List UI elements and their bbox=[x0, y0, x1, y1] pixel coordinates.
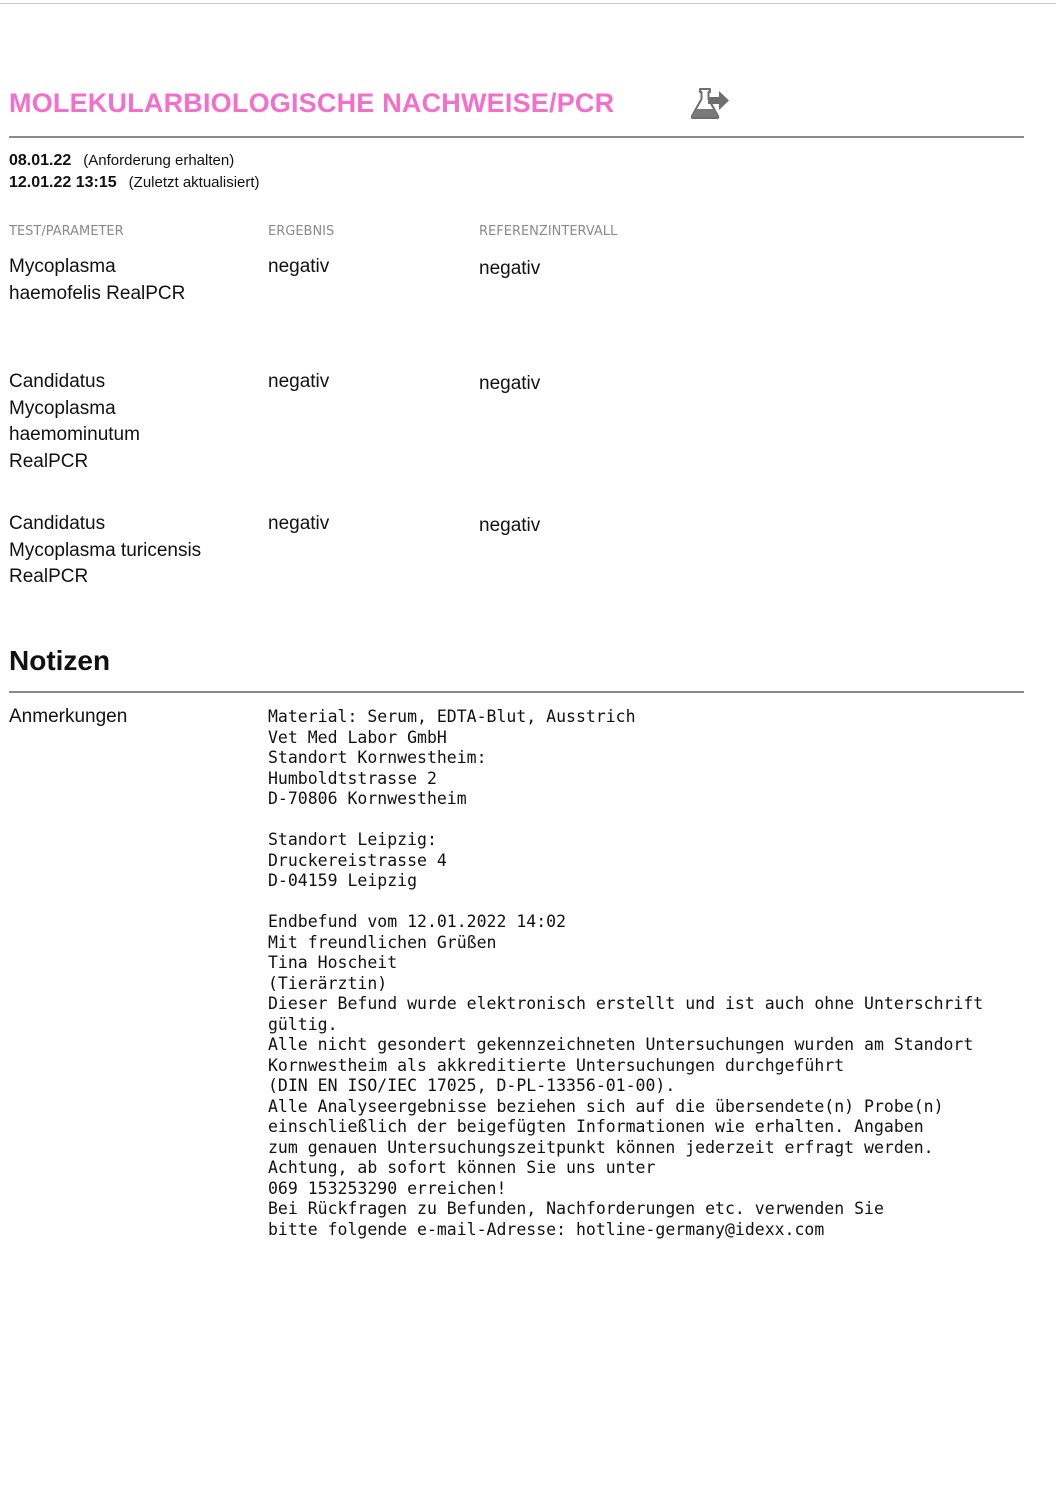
test-result: negativ bbox=[268, 513, 330, 534]
received-date: 08.01.22 bbox=[9, 152, 72, 169]
test-parameter: Mycoplasma haemofelis RealPCR bbox=[9, 256, 186, 304]
notes-header bbox=[9, 643, 1024, 693]
request-meta bbox=[9, 150, 260, 194]
notes-label: Anmerkungen bbox=[9, 706, 128, 727]
column-header-parameter: TEST/PARAMETER bbox=[9, 224, 124, 239]
test-parameter: Candidatus Mycoplasma haemominutum RealPCR bbox=[9, 371, 140, 473]
reference-interval: negativ bbox=[479, 373, 541, 394]
reference-interval: negativ bbox=[479, 515, 541, 536]
updated-label: (Zuletzt aktualisiert) bbox=[128, 174, 260, 191]
test-parameter: Candidatus Mycoplasma turicensis RealPCR bbox=[9, 513, 202, 588]
top-divider bbox=[0, 3, 1056, 4]
received-line bbox=[9, 150, 260, 172]
test-result: negativ bbox=[268, 256, 330, 277]
reference-interval: negativ bbox=[479, 258, 541, 279]
flask-forward-icon[interactable] bbox=[691, 86, 731, 120]
received-label: (Anforderung erhalten) bbox=[83, 152, 235, 169]
section-header bbox=[9, 84, 1024, 138]
column-header-result: ERGEBNIS bbox=[268, 224, 335, 239]
notes-text: Material: Serum, EDTA-Blut, Ausstrich Vet Med Labor GmbH Standort Kornwestheim: Humboldtstrasse 2 D-70806 Kornwestheim Standort Leipzig: Druckereistrasse 4 D-04159 Leipzig Endbefund vom 12.01.2022 14:02 Mit freundlichen Grüßen Tina Hoscheit (Tierärztin) Dieser Befund wurde elektronisch erstellt und ist auch ohne Unterschrift gültig. Alle nicht gesondert gekennzeichneten Untersuchungen wurden am Standort Kornwestheim als akkreditierte Untersuchungen durchgeführt (DIN EN ISO/IEC 17025, D-PL-13356-01-00). Alle Analyseergebnisse beziehen sich auf die übersendete(n) Probe(n) einschließlich der beigefügten Informationen wie erhalten. Angaben zum genauen Untersuchungszeitpunkt können jederzeit erfragt werden. Achtung, ab sofort können Sie uns unter 069 153253290 erreichen! Bei Rückfragen zu Befunden, Nachforderungen etc. verwenden Sie bitte folgende e-mail-Adresse: hotline-germany@idexx.com bbox=[268, 707, 984, 1239]
updated-date: 12.01.22 13:15 bbox=[9, 174, 117, 191]
test-result: negativ bbox=[268, 371, 330, 392]
updated-line bbox=[9, 172, 260, 194]
section-title: MOLEKULARBIOLOGISCHE NACHWEISE/PCR bbox=[9, 88, 615, 118]
notes-title: Notizen bbox=[9, 645, 111, 676]
column-header-reference: REFERENZINTERVALL bbox=[479, 224, 618, 239]
